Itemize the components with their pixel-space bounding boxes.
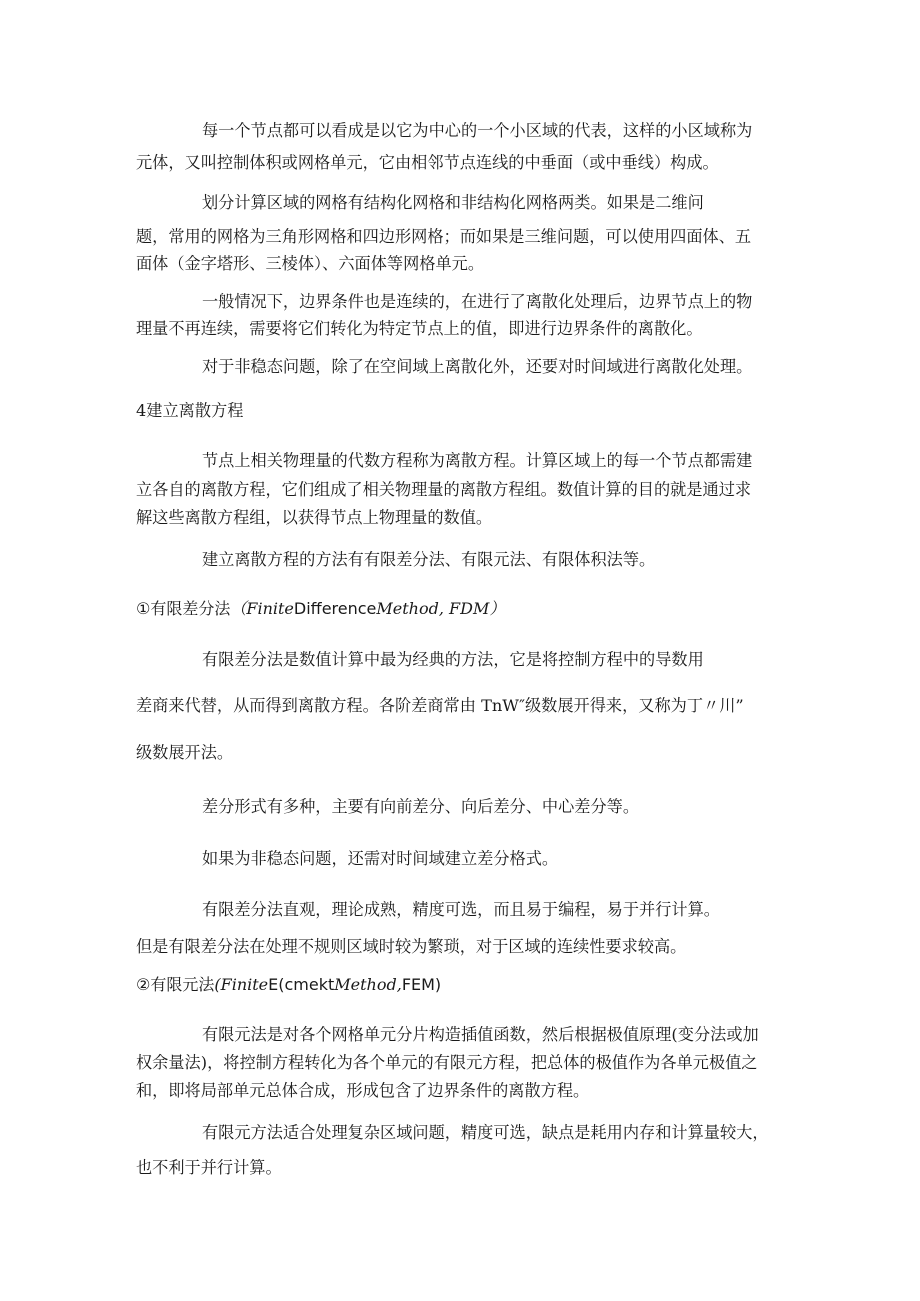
fem-paragraph-2-line-2: 也不利于并行计算。 <box>136 1158 282 1177</box>
fem-paragraph-1-line-3: 和，即将局部单元总体合成，形成包含了边界条件的离散方程。 <box>136 1081 590 1100</box>
fem-paragraph-1-line-2: 权余量法)，将控制方程转化为各个单元的有限元方程，把总体的极值作为各单元极值之 <box>136 1053 758 1072</box>
fdm-paragraph-3: 如果为非稳态问题，还需对时间域建立差分格式。 <box>202 849 559 868</box>
fem-heading-en-1: (Finite <box>214 975 269 994</box>
fem-paragraph-1-line-1: 有限元法是对各个网格单元分片构造插值函数，然后根据极值原理(变分法或加 <box>202 1025 759 1044</box>
section-4-title: 4建立离散方程 <box>136 401 244 420</box>
fdm-paragraph-4-line-1: 有限差分法直观，理论成熟，精度可选，而且易于编程，易于并行计算。 <box>202 900 720 919</box>
paragraph-3-line-1: 一般情况下，边界条件也是连续的，在进行了离散化处理后，边界节点上的物 <box>202 292 753 311</box>
fem-paragraph-2-line-1: 有限元方法适合处理复杂区域问题，精度可选，缺点是耗用内存和计算量较大， <box>202 1123 769 1142</box>
fem-heading-en-3: Method, <box>334 975 402 994</box>
fem-heading-en-4: FEM) <box>401 975 442 994</box>
fdm-paragraph-1-line-3: 级数展开法。 <box>136 743 234 762</box>
paragraph-5-line-1: 节点上相关物理量的代数方程称为离散方程。计算区域上的每一个节点都需建 <box>202 451 753 470</box>
fdm-heading <box>136 599 505 619</box>
fem-heading-en-2: E(cmekt <box>268 975 335 994</box>
fdm-heading-en-2: Difference <box>293 599 377 618</box>
paragraph-5-line-3: 解这些离散方程组，以获得节点上物理量的数值。 <box>136 508 493 527</box>
paragraph-3-line-2: 理量不再连续，需要将它们转化为特定节点上的值，即进行边界条件的离散化。 <box>136 319 703 338</box>
fdm-heading-en-1: （Finite <box>230 599 294 618</box>
paragraph-5-line-2: 立各自的离散方程，它们组成了相关物理量的离散方程组。数值计算的目的就是通过求 <box>136 480 752 499</box>
fdm-paragraph-4-line-2: 但是有限差分法在处理不规则区域时较为繁琐，对于区域的连续性要求较高。 <box>136 937 687 956</box>
fem-heading-cn: ②有限元法 <box>136 975 215 994</box>
fem-heading <box>136 975 441 995</box>
paragraph-1-line-1: 每一个节点都可以看成是以它为中心的一个小区域的代表，这样的小区域称为 <box>202 121 753 140</box>
paragraph-4-line-1: 对于非稳态问题，除了在空间域上离散化外，还要对时间域进行离散化处理。 <box>202 357 753 376</box>
paragraph-6-line-1: 建立离散方程的方法有有限差分法、有限元法、有限体积法等。 <box>202 550 656 569</box>
paragraph-2-line-3: 面体（金字塔形、三棱体）、六面体等网格单元。 <box>136 254 485 273</box>
fdm-heading-en-3: Method, FDM） <box>376 599 506 618</box>
fdm-paragraph-1-line-2: 差商来代替，从而得到离散方程。各阶差商常由 TnW″级数展开得来，又称为丁〃川” <box>136 696 744 715</box>
paragraph-1-line-2: 元体，又叫控制体积或网格单元，它由相邻节点连线的中垂面（或中垂线）构成。 <box>136 153 719 172</box>
paragraph-2-line-1: 划分计算区域的网格有结构化网格和非结构化网格两类。如果是二维问 <box>202 193 704 212</box>
fdm-paragraph-1-line-1: 有限差分法是数值计算中最为经典的方法，它是将控制方程中的导数用 <box>202 650 704 669</box>
paragraph-2-line-2: 题，常用的网格为三角形网格和四边形网格；而如果是三维问题，可以使用四面体、五 <box>136 227 752 246</box>
fdm-paragraph-2: 差分形式有多种，主要有向前差分、向后差分、中心差分等。 <box>202 797 640 816</box>
fdm-heading-cn: ①有限差分法 <box>136 599 231 618</box>
